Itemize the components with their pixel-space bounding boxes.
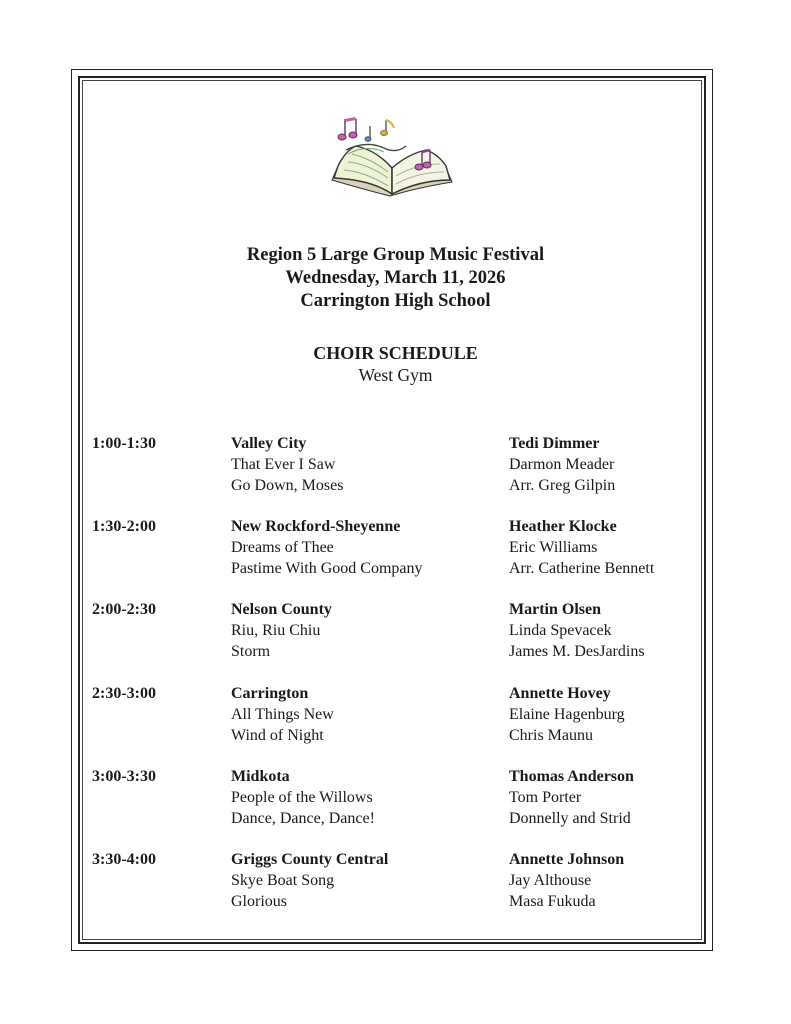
- composer-name: Eric Williams: [509, 539, 598, 556]
- school-name: Carrington: [231, 685, 309, 702]
- schedule-venue: West Gym: [358, 365, 433, 385]
- school-name: Midkota: [231, 768, 290, 785]
- slot-time: 2:00-2:30: [92, 601, 156, 618]
- slot-school-block: [231, 433, 501, 496]
- slot-time: 2:30-3:00: [92, 685, 156, 702]
- piece-title: Go Down, Moses: [231, 477, 344, 494]
- schedule-slot: [0, 849, 791, 915]
- composer-name: James M. DesJardins: [509, 643, 645, 660]
- slot-school-block: [231, 599, 501, 662]
- director-name: Thomas Anderson: [509, 768, 634, 785]
- composer-name: Jay Althouse: [509, 872, 592, 889]
- slot-school-block: [231, 849, 501, 912]
- director-name: Martin Olsen: [509, 601, 601, 618]
- slot-school-block: [231, 516, 501, 579]
- school-name: Nelson County: [231, 601, 332, 618]
- school-name: Valley City: [231, 435, 307, 452]
- slot-director-block: [509, 683, 709, 746]
- slot-director-block: [509, 433, 709, 496]
- slot-time: 3:00-3:30: [92, 768, 156, 785]
- slot-time: 1:30-2:00: [92, 518, 156, 535]
- composer-name: Arr. Greg Gilpin: [509, 477, 616, 494]
- slot-school-block: [231, 683, 501, 746]
- schedule-slot: [0, 433, 791, 499]
- slot-time: 3:30-4:00: [92, 851, 156, 868]
- composer-name: Donnelly and Strid: [509, 810, 631, 827]
- composer-name: Arr. Catherine Bennett: [509, 560, 655, 577]
- slot-director-block: [509, 516, 709, 579]
- slot-director-block: [509, 766, 709, 829]
- schedule-slot: [0, 683, 791, 749]
- piece-title: Pastime With Good Company: [231, 560, 423, 577]
- piece-title: All Things New: [231, 706, 334, 723]
- slot-school-block: [231, 766, 501, 829]
- director-name: Annette Hovey: [509, 685, 611, 702]
- schedule-title: CHOIR SCHEDULE: [313, 343, 478, 363]
- piece-title: Glorious: [231, 893, 287, 910]
- piece-title: Dreams of Thee: [231, 539, 334, 556]
- director-name: Heather Klocke: [509, 518, 617, 535]
- piece-title: Wind of Night: [231, 727, 324, 744]
- music-book-icon: [326, 110, 458, 206]
- festival-date: Wednesday, March 11, 2026: [285, 268, 506, 288]
- festival-title: Region 5 Large Group Music Festival: [246, 245, 545, 265]
- composer-name: Darmon Meader: [509, 456, 615, 473]
- slot-director-block: [509, 849, 709, 912]
- piece-title: Skye Boat Song: [231, 872, 335, 889]
- piece-title: Riu, Riu Chiu: [231, 622, 321, 639]
- director-name: Tedi Dimmer: [509, 435, 600, 452]
- school-name: Griggs County Central: [231, 851, 389, 868]
- director-name: Annette Johnson: [509, 851, 625, 868]
- schedule-heading: [0, 342, 791, 387]
- composer-name: Elaine Hagenburg: [509, 706, 625, 723]
- composer-name: Tom Porter: [509, 789, 582, 806]
- schedule-slot: [0, 599, 791, 665]
- piece-title: People of the Willows: [231, 789, 373, 806]
- piece-title: Storm: [231, 643, 271, 660]
- school-name: New Rockford-Sheyenne: [231, 518, 401, 535]
- composer-name: Masa Fukuda: [509, 893, 596, 910]
- composer-name: Linda Spevacek: [509, 622, 612, 639]
- piece-title: Dance, Dance, Dance!: [231, 810, 375, 827]
- composer-name: Chris Maunu: [509, 727, 593, 744]
- schedule-slot: [0, 766, 791, 832]
- festival-location: Carrington High School: [300, 291, 491, 311]
- slot-director-block: [509, 599, 709, 662]
- piece-title: That Ever I Saw: [231, 456, 336, 473]
- schedule-slot: [0, 516, 791, 582]
- festival-header: [0, 244, 791, 313]
- slot-time: 1:00-1:30: [92, 435, 156, 452]
